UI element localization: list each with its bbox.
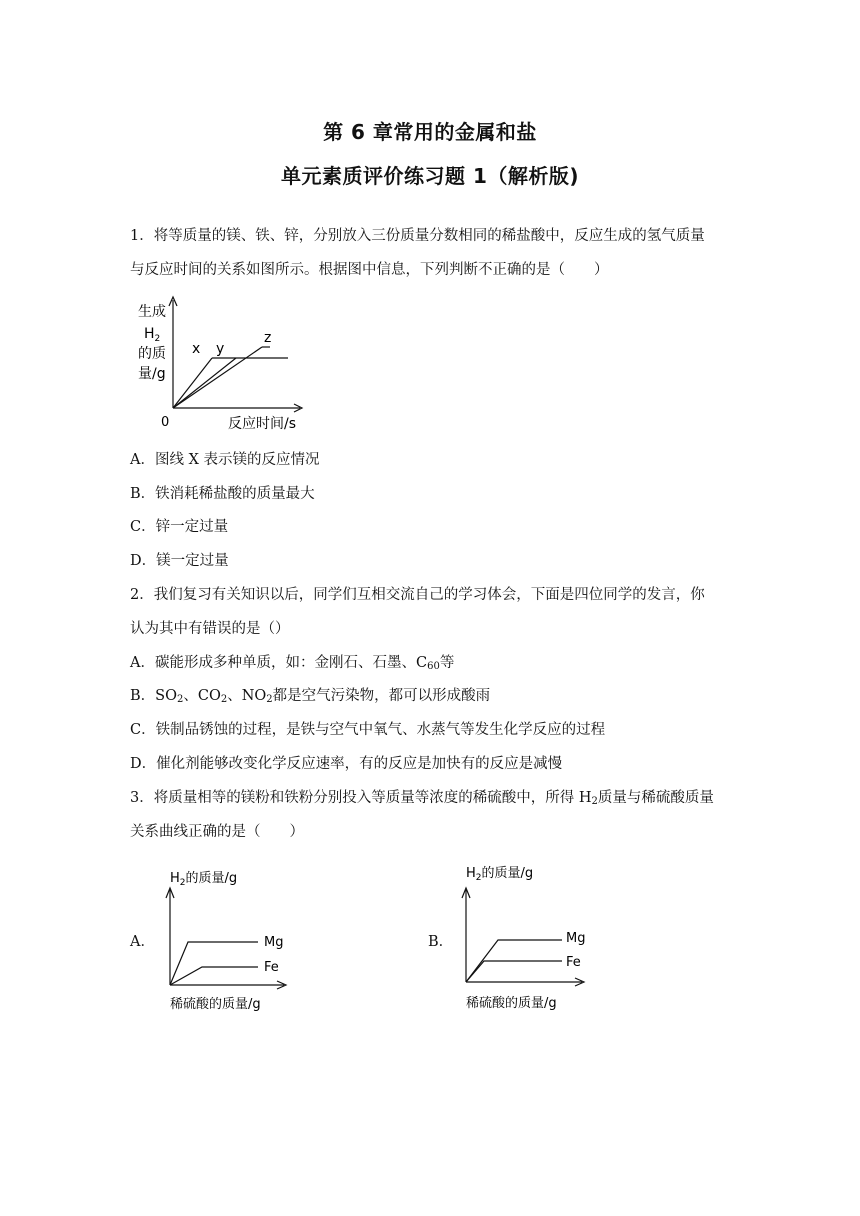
q1-stem-line2: 与反应时间的关系如图所示。根据图中信息，下列判断不正确的是（ ）: [130, 262, 609, 278]
page-subtitle: 单元素质评价练习题 1（解析版): [280, 164, 580, 188]
q3b-label-fe: Fe: [566, 955, 581, 970]
q3b-ylabel: $H_2$的质量/g: [466, 866, 534, 883]
q1-option-a: A．图线 X 表示镁的反应情况: [130, 452, 320, 468]
q2-stem-line1: 2．我们复习有关知识以后，同学们互相交流自己的学习体会，下面是四位同学的发言，你: [130, 587, 705, 603]
q1-option-d: D．镁一定过量: [130, 553, 229, 569]
q1-xlabel: 反应时间/s: [228, 416, 297, 432]
q3-option-a-label: A．: [130, 934, 155, 950]
q3b-label-mg: Mg: [566, 931, 586, 946]
q1-ylabel-line4: 量/g: [138, 366, 166, 382]
q1-stem-line1: 1．将等质量的镁、铁、锌，分别放入三份质量分数相同的稀盐酸中，反应生成的氢气质量: [130, 228, 705, 244]
q2-option-d: D．催化剂能够改变化学反应速率，有的反应是加快有的反应是减慢: [130, 756, 563, 772]
q1-option-c: C．锌一定过量: [130, 519, 229, 535]
q3-option-b-label: B．: [428, 934, 454, 950]
q1-origin-label: 0: [161, 415, 170, 430]
q2-option-c: C．铁制品锈蚀的过程，是铁与空气中氧气、水蒸气等发生化学反应的过程: [130, 722, 606, 738]
q1-curve-x-rise: [173, 358, 212, 408]
q3-option-b-figure: [458, 855, 598, 1015]
q1-ylabel-line3: 的质: [138, 346, 166, 362]
q3-stem-line2: 关系曲线正确的是（ ）: [130, 824, 304, 840]
q3a-xlabel: 稀硫酸的质量/g: [170, 997, 261, 1012]
q2-stem-line2: 认为其中有错误的是（）: [130, 621, 290, 637]
q1-option-b: B．铁消耗稀盐酸的质量最大: [130, 486, 315, 502]
q3a-fe-curve: [170, 967, 258, 985]
q3a-label-fe: Fe: [264, 960, 279, 975]
page-title: 第 6 章常用的金属和盐: [323, 120, 537, 144]
q1-curve-label-z: z: [264, 330, 272, 346]
q1-curve-y-rise: [173, 358, 236, 408]
q3a-mg-curve: [170, 942, 258, 985]
q1-curve-label-y: y: [216, 341, 225, 357]
q2-option-b: B．$SO_2$、$CO_2$、$NO_2$都是空气污染物，都可以形成酸雨: [130, 688, 491, 705]
q1-ylabel-line2: $H_2$: [144, 326, 161, 344]
q3-stem-line1: 3．将质量相等的镁粉和铁粉分别投入等质量等浓度的稀硫酸中，所得 $H_2$质量与稀硫酸质量: [130, 790, 714, 807]
q1-curve-label-x: x: [192, 341, 201, 357]
q3b-fe-curve: [466, 961, 562, 982]
q1-ylabel-line1: 生成: [138, 304, 166, 320]
q3a-label-mg: Mg: [264, 935, 284, 950]
q2-option-a: A．碳能形成多种单质，如：金刚石、石墨、$C_{60}$等: [130, 655, 455, 672]
q3b-xlabel: 稀硫酸的质量/g: [466, 996, 557, 1011]
q3a-ylabel: $H_2$的质量/g: [170, 871, 238, 888]
q3-option-a-figure: [162, 860, 302, 1020]
q1-figure: [130, 292, 310, 437]
